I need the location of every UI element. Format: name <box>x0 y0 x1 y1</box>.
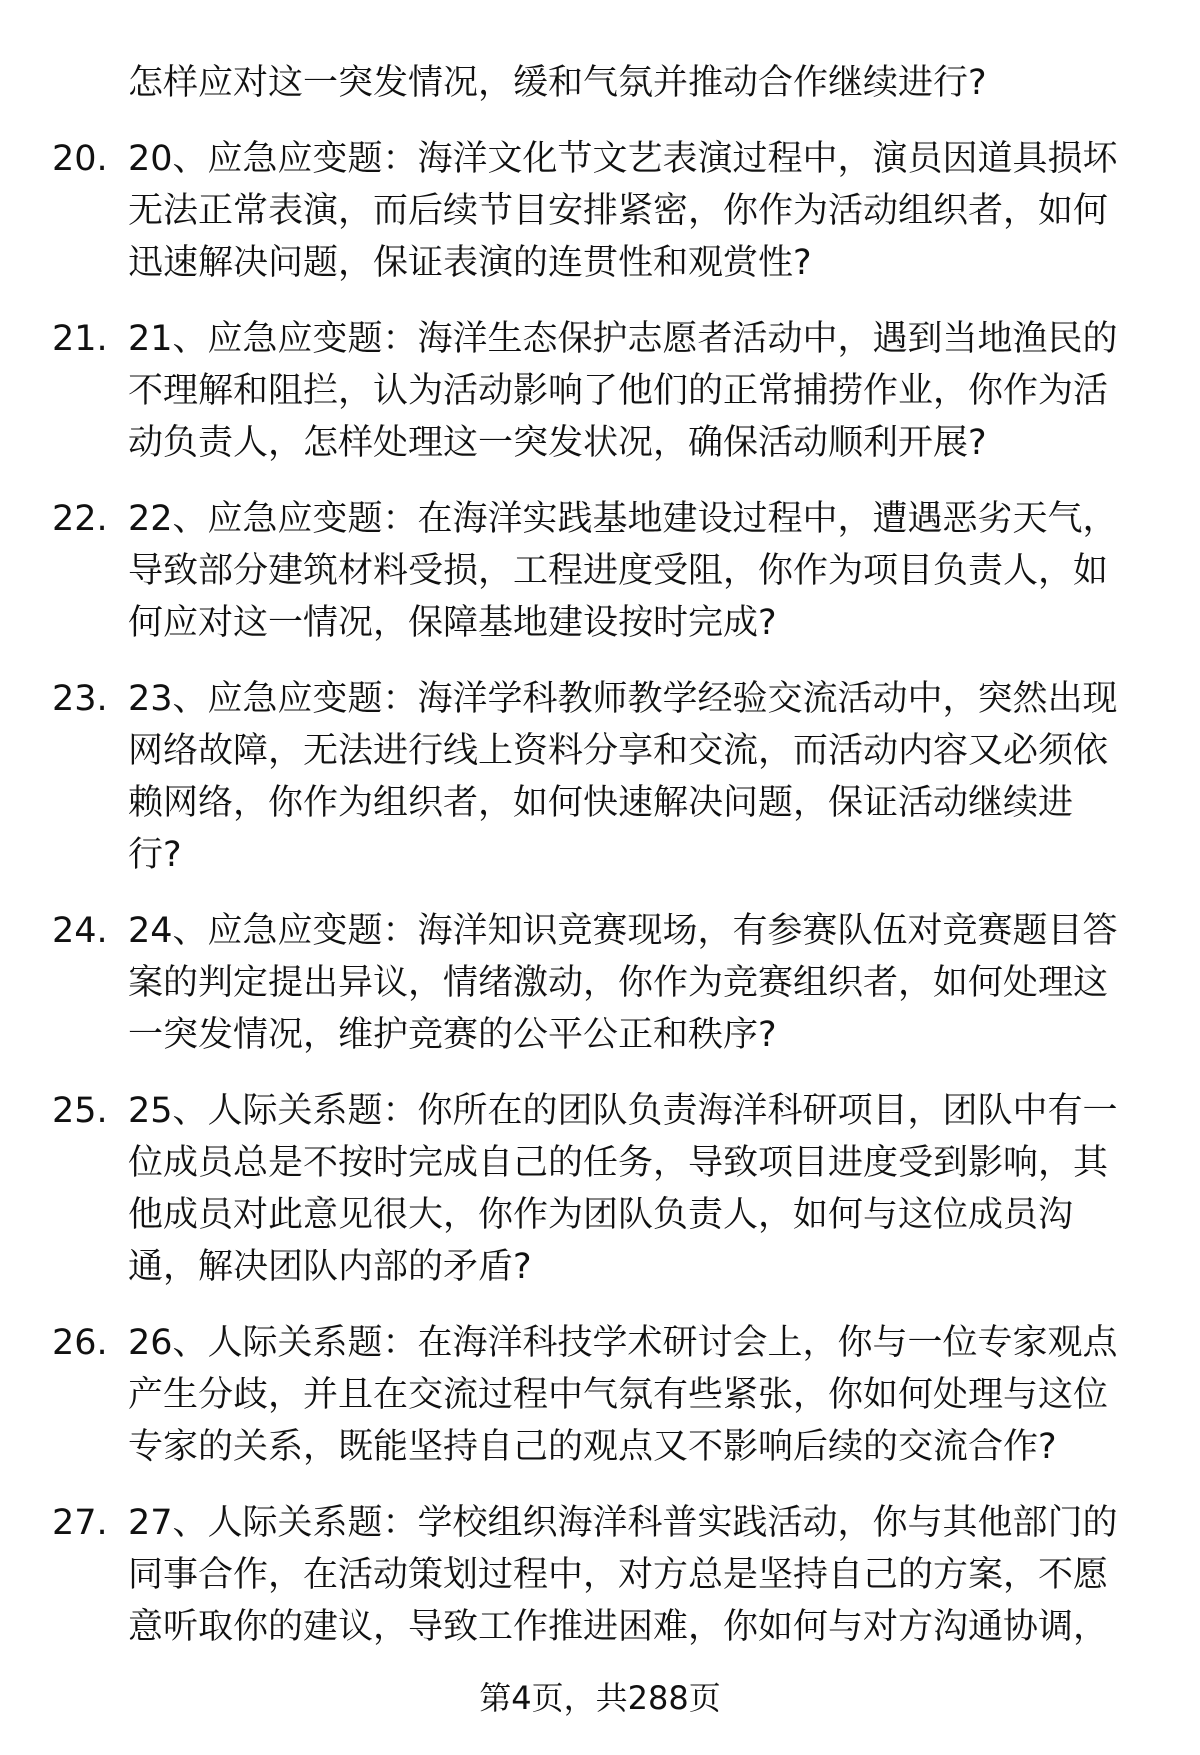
text-line: 位成员总是不按时完成自己的任务，导致项目进度受到影响，其 <box>128 1143 1109 1183</box>
question-text <box>0 493 1200 649</box>
item-number: 23. <box>52 679 108 719</box>
text-line: 产生分歧，并且在交流过程中气氛有些紧张，你如何处理与这位 <box>128 1375 1109 1415</box>
text-line: 不理解和阻拦，认为活动影响了他们的正常捕捞作业，你作为活 <box>128 371 1109 411</box>
text-line: 通，解决团队内部的矛盾? <box>128 1247 532 1287</box>
text-line: 24、应急应变题：海洋知识竞赛现场，有参赛队伍对竞赛题目答 <box>128 911 1118 951</box>
text-line: 23、应急应变题：海洋学科教师教学经验交流活动中，突然出现 <box>128 679 1118 719</box>
document-body <box>0 57 1200 1653</box>
item-number: 22. <box>52 499 108 539</box>
text-line: 怎样应对这一突发情况，缓和气氛并推动合作继续进行? <box>128 63 987 103</box>
question-text <box>0 1085 1200 1293</box>
question-text <box>0 313 1200 469</box>
question-item <box>0 493 1200 649</box>
text-line: 导致部分建筑材料受损，工程进度受阻，你作为项目负责人，如 <box>128 551 1109 591</box>
question-item <box>0 905 1200 1061</box>
text-line: 同事合作，在活动策划过程中，对方总是坚持自己的方案，不愿 <box>128 1555 1109 1595</box>
question-text <box>0 1317 1200 1473</box>
text-line: 一突发情况，维护竞赛的公平公正和秩序? <box>128 1015 777 1055</box>
text-line: 赖网络，你作为组织者，如何快速解决问题，保证活动继续进 <box>128 783 1074 823</box>
text-line: 网络故障，无法进行线上资料分享和交流，而活动内容又必须依 <box>128 731 1109 771</box>
item-number: 24. <box>52 911 108 951</box>
text-line: 他成员对此意见很大，你作为团队负责人，如何与这位成员沟 <box>128 1195 1074 1235</box>
text-line: 21、应急应变题：海洋生态保护志愿者活动中，遇到当地渔民的 <box>128 319 1118 359</box>
text-line: 无法正常表演，而后续节目安排紧密，你作为活动组织者，如何 <box>128 191 1109 231</box>
text-line: 案的判定提出异议，情绪激动，你作为竞赛组织者，如何处理这 <box>128 963 1109 1003</box>
question-item <box>0 1317 1200 1473</box>
text-line: 行? <box>128 835 182 875</box>
continuation-text <box>0 57 1200 109</box>
question-item <box>0 313 1200 469</box>
question-item <box>0 1085 1200 1293</box>
item-number: 20. <box>52 139 108 179</box>
text-line: 专家的关系，既能坚持自己的观点又不影响后续的交流合作? <box>128 1427 1057 1467</box>
text-line: 20、应急应变题：海洋文化节文艺表演过程中，演员因道具损坏 <box>128 139 1118 179</box>
question-item <box>0 1497 1200 1653</box>
question-text <box>0 673 1200 881</box>
text-line: 26、人际关系题：在海洋科技学术研讨会上，你与一位专家观点 <box>128 1323 1118 1363</box>
item-number: 26. <box>52 1323 108 1363</box>
question-item <box>0 673 1200 881</box>
item-number: 25. <box>52 1091 108 1131</box>
text-line: 意听取你的建议，导致工作推进困难，你如何与对方沟通协调， <box>128 1607 1109 1647</box>
question-item <box>0 133 1200 289</box>
text-line: 22、应急应变题：在海洋实践基地建设过程中，遭遇恶劣天气， <box>128 499 1118 539</box>
text-line: 动负责人，怎样处理这一突发状况，确保活动顺利开展? <box>128 423 987 463</box>
question-text <box>0 1497 1200 1653</box>
text-line: 迅速解决问题，保证表演的连贯性和观赏性? <box>128 243 812 283</box>
question-text <box>0 905 1200 1061</box>
question-text <box>0 133 1200 289</box>
page-footer: 第4页，共288页 <box>479 1679 721 1717</box>
text-line: 25、人际关系题：你所在的团队负责海洋科研项目，团队中有一 <box>128 1091 1118 1131</box>
item-number: 21. <box>52 319 108 359</box>
text-line: 何应对这一情况，保障基地建设按时完成? <box>128 603 777 643</box>
item-number: 27. <box>52 1503 108 1543</box>
text-line: 27、人际关系题：学校组织海洋科普实践活动，你与其他部门的 <box>128 1503 1118 1543</box>
